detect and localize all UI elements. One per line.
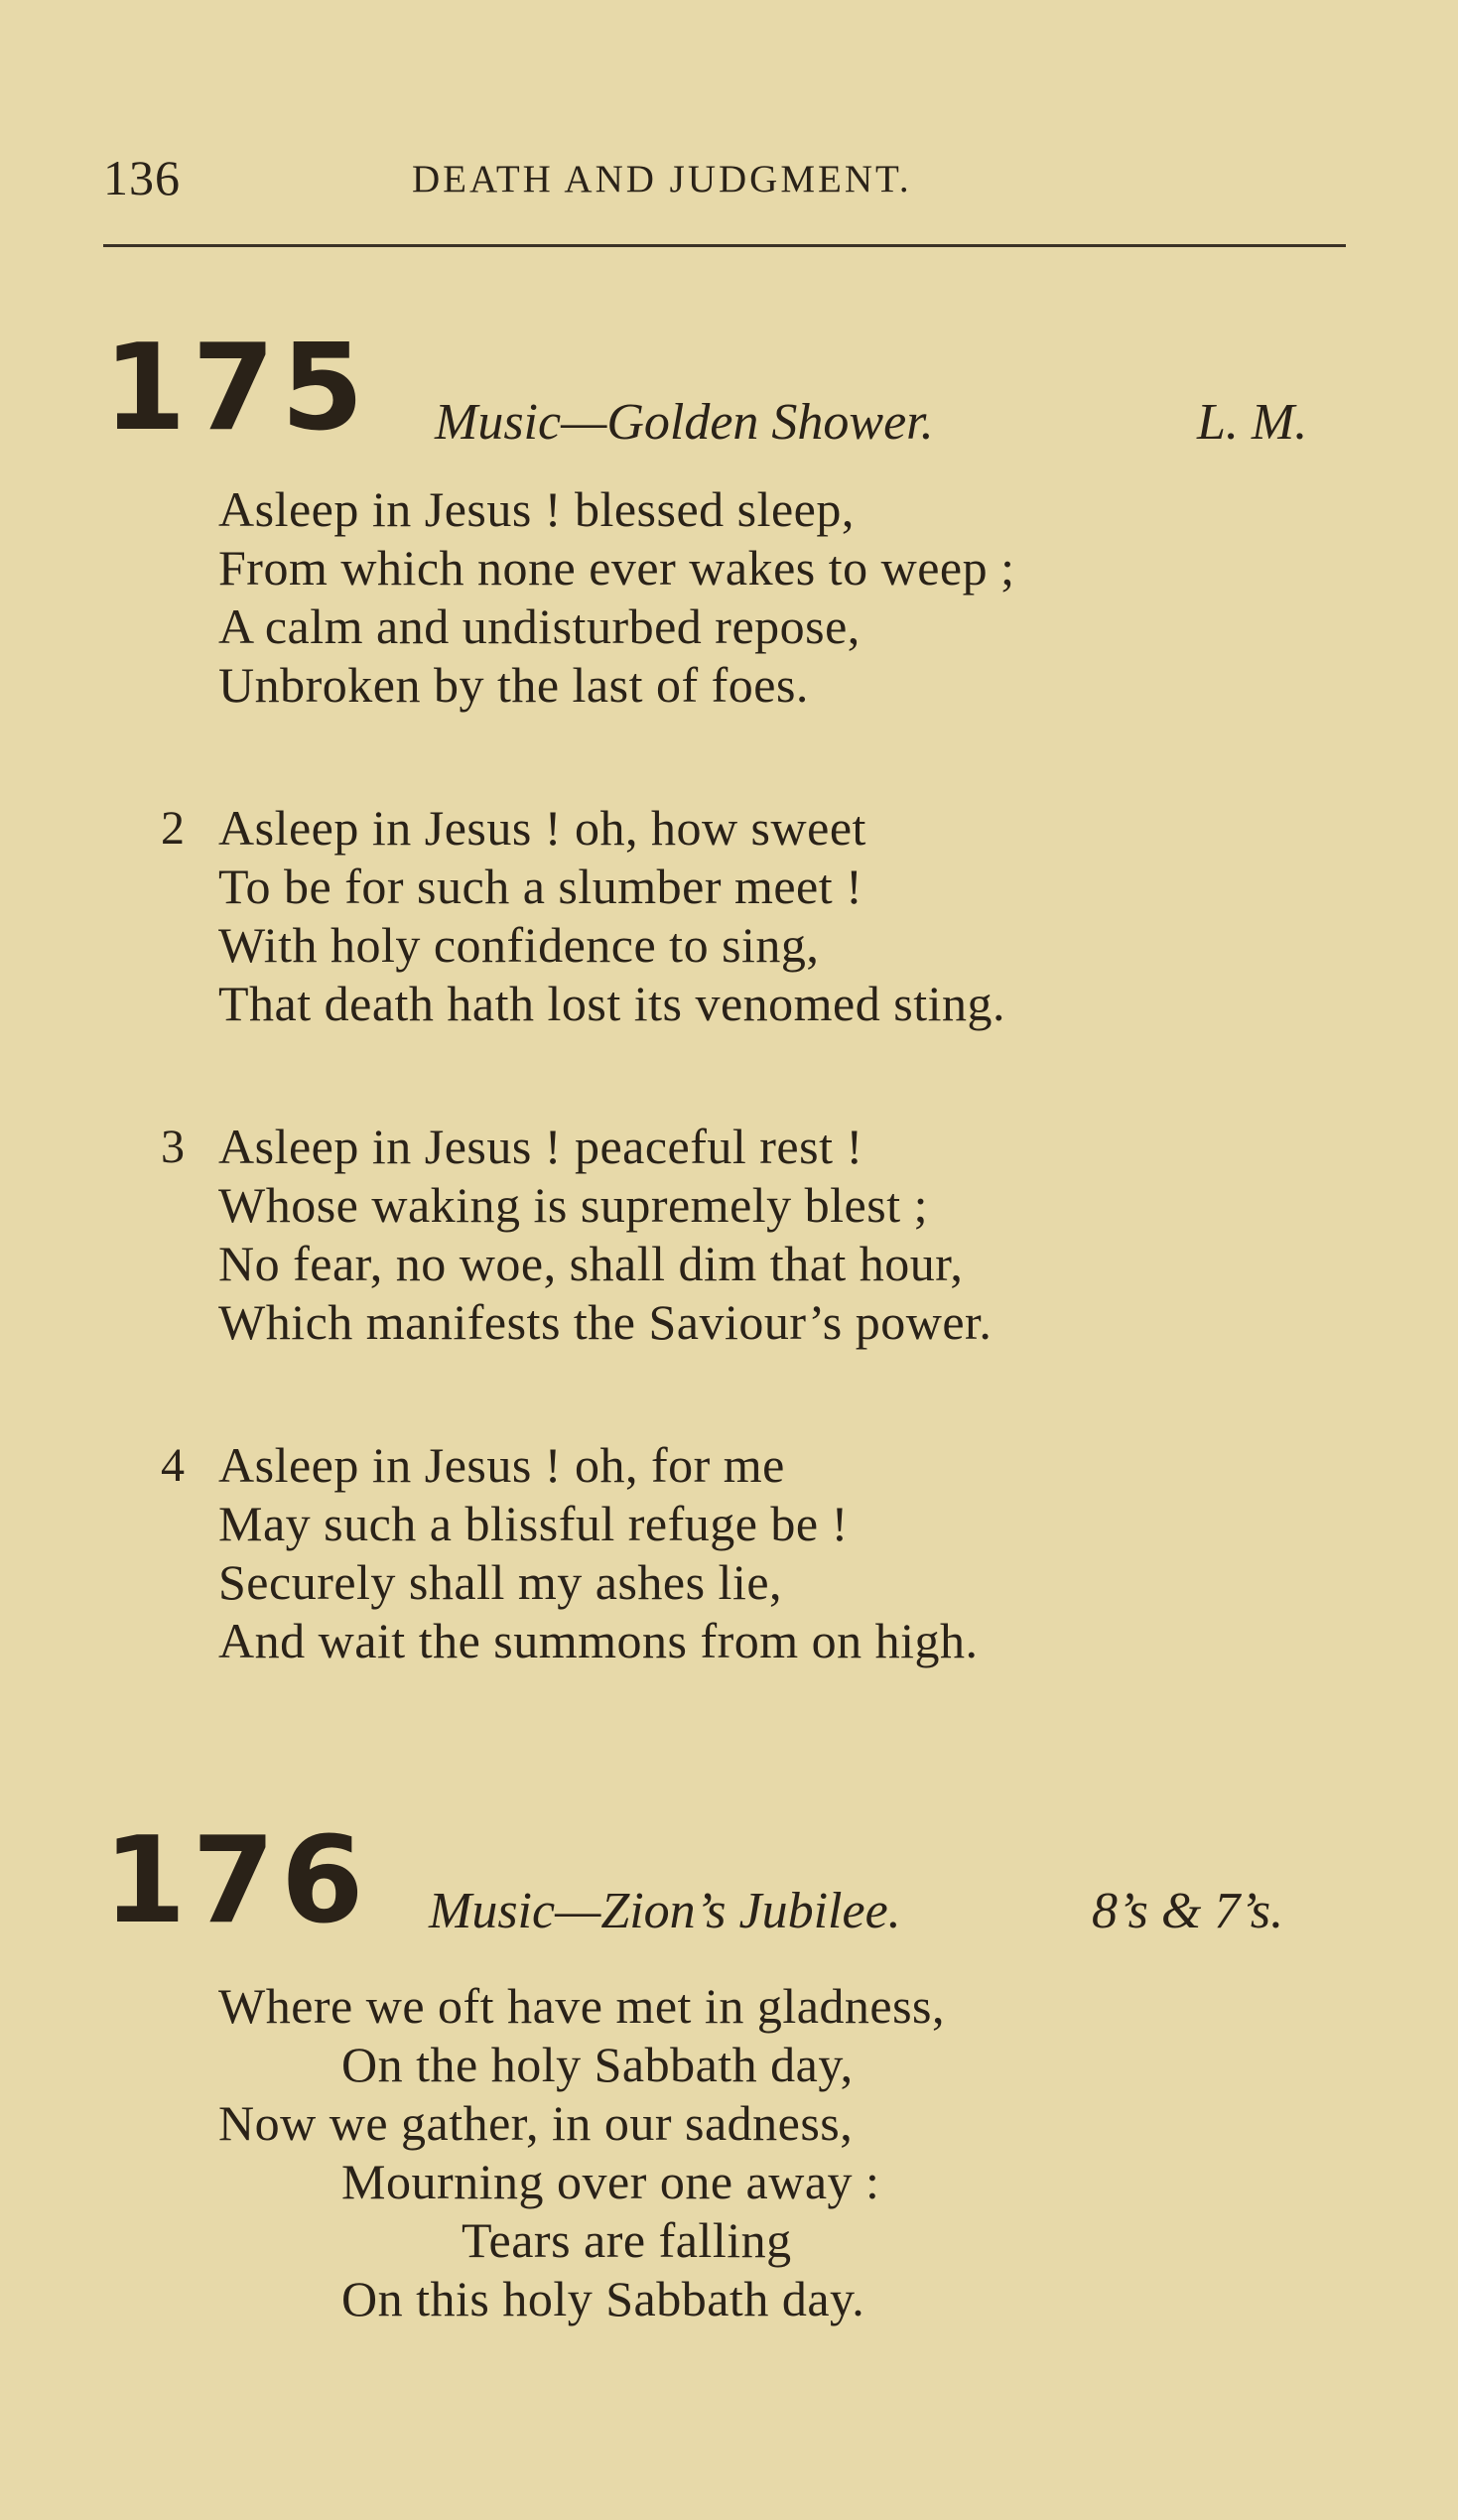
hymn-number-175: 175 [103,320,370,458]
hymn-175-tune: Music—Golden Shower. [435,394,934,451]
header-rule [103,244,1346,247]
verse-line: A calm and undisturbed repose, [218,598,861,654]
verse-line: Asleep in Jesus ! oh, how sweet [218,800,866,856]
page-number: 136 [103,150,181,205]
verse-line: Where we oft have met in gladness, [218,1978,946,2034]
running-head: DEATH AND JUDGMENT. [412,158,912,200]
verse-line: On the holy Sabbath day, [341,2037,854,2092]
hymn-175-stanza-2 [161,799,1005,1033]
hymn-176-stanza-1 [218,1977,945,2328]
verse-line: Whose waking is supremely blest ; [218,1177,928,1233]
verse-line: May such a blissful refuge be ! [218,1496,849,1551]
verse-line: Tears are falling [462,2212,792,2268]
verse-line: Which manifests the Saviour’s power. [218,1294,993,1350]
hymn-176-meter: 8’s & 7’s. [1092,1883,1284,1939]
hymn-175-stanza-1 [218,480,1015,715]
verse-line: Asleep in Jesus ! peaceful rest ! [218,1119,863,1174]
hymn-175-meter: L. M. [1197,394,1308,451]
verse-line: With holy confidence to sing, [218,917,820,973]
verse-line: To be for such a slumber meet ! [218,859,863,914]
stanza-number: 2 [161,802,185,855]
verse-line: Mourning over one away : [341,2154,880,2209]
hymn-176-tune: Music—Zion’s Jubilee. [429,1883,901,1939]
hymn-number-176: 176 [103,1812,370,1950]
verse-line: No fear, no woe, shall dim that hour, [218,1236,964,1291]
stanza-number: 3 [161,1121,185,1173]
verse-line: Now we gather, in our sadness, [218,2095,854,2151]
verse-line: That death hath lost its venomed sting. [218,976,1005,1031]
stanza-number: 4 [161,1439,185,1492]
verse-line: Unbroken by the last of foes. [218,657,809,713]
verse-line: From which none ever wakes to weep ; [218,540,1015,596]
verse-line: Securely shall my ashes lie, [218,1554,783,1610]
verse-line: Asleep in Jesus ! oh, for me [218,1437,785,1493]
verse-line: Asleep in Jesus ! blessed sleep, [218,481,855,537]
hymn-175-stanza-4 [161,1436,979,1670]
hymn-175-stanza-3 [161,1118,993,1352]
verse-line: And wait the summons from on high. [218,1613,979,1668]
verse-line: On this holy Sabbath day. [341,2271,865,2326]
